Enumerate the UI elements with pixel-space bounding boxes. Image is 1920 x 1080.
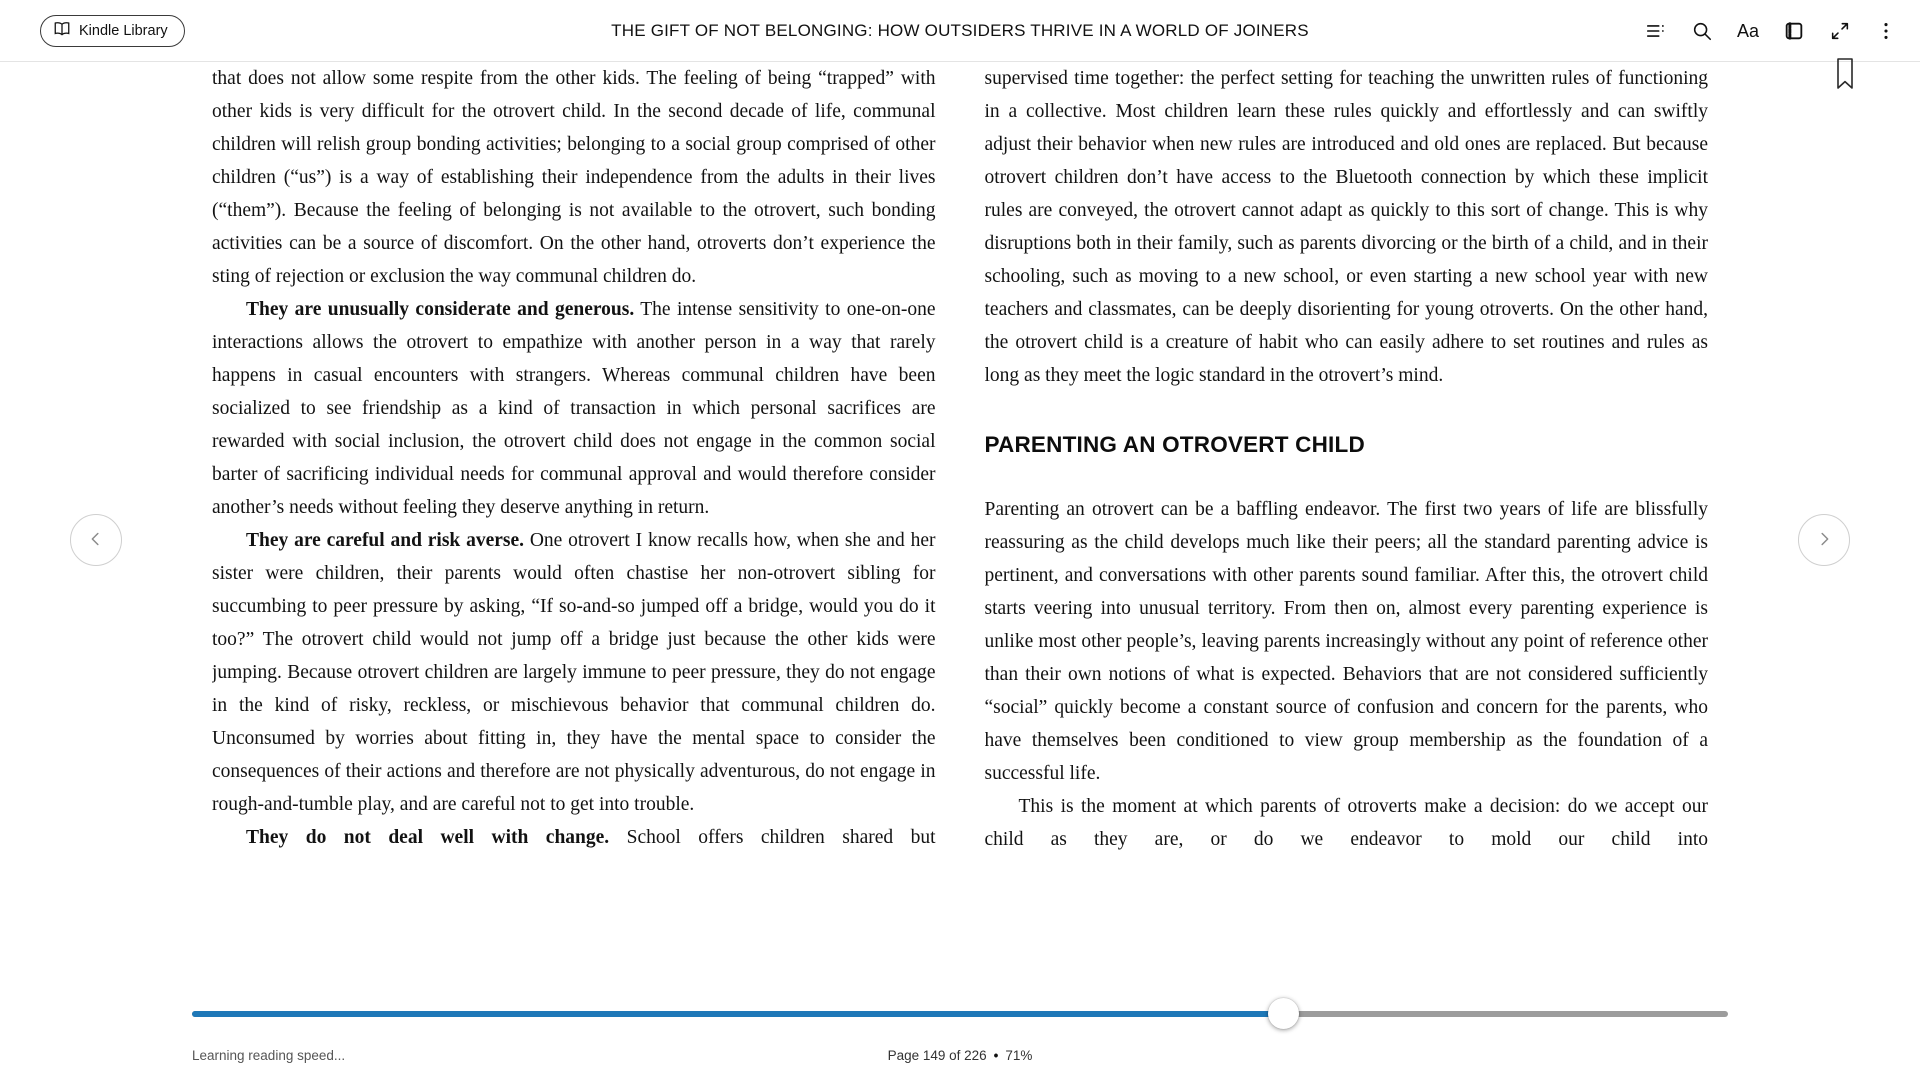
reading-progress-track[interactable]	[192, 1011, 1728, 1017]
chevron-right-icon	[1813, 528, 1835, 553]
fullscreen-icon[interactable]	[1824, 15, 1856, 47]
more-menu-icon[interactable]	[1870, 15, 1902, 47]
reading-progress-fill	[192, 1011, 1283, 1017]
paragraph-text: Parenting an otrovert can be a baffling endeavor. The first two years of life are blissfully reassuring as the child develops much like their peers; all the standard parenting advice is pertinent, and conversations with other parents sound familiar. After this, the otrovert child starts veering into unusual territory. From then on, almost every parenting experience is unlike most other people’s, leaving parents increasingly without any point of reference other than their own notions of what is expected. Behaviors that are not considered sufficiently “social” quickly become a constant source of confusion and concern for the parents, who have themselves been conditioned to view group membership as the foundation of a successful life.	[984, 499, 1708, 784]
reading-speed-status: Learning reading speed...	[192, 1048, 346, 1063]
previous-page-button[interactable]	[70, 514, 122, 566]
font-settings-icon[interactable]	[1732, 15, 1764, 47]
reading-progress-knob[interactable]	[1268, 998, 1299, 1029]
separator-dot: •	[993, 1048, 999, 1063]
page-info: Page 149 of 226	[887, 1048, 987, 1063]
table-of-contents-icon[interactable]	[1640, 15, 1672, 47]
next-page-button[interactable]	[1798, 514, 1850, 566]
paragraph	[212, 524, 936, 821]
open-book-icon	[53, 20, 71, 42]
paragraph-text: supervised time together: the perfect setting for teaching the unwritten rules of functioning in a collective. Most children learn these rules quickly and effortlessly and can swiftly adjust their behavior when new rules are introduced and old ones are replaced. But because otrovert children don’t have access to the Bluetooth connection by which these implicit rules are conveyed, the otrovert cannot adapt as quickly to this sort of change. This is why disruptions both in their family, such as parents divorcing or the birth of a child, and in their schooling, such as moving to a new school, or even starting a new school year with new teachers and classmates, can be deeply disorienting for young otroverts. On the other hand, the otrovert child is a creature of habit who can easily adhere to set routines and rules as long as they meet the logic standard in the otrovert’s mind.	[984, 68, 1708, 386]
paragraph-text: that does not allow some respite from the other kids. The feeling of being “trapped” with other kids is very difficult for the otrovert child. In the second decade of life, communal children will relish group bonding activities; belonging to a social group comprised of other children (“us”) is a way of establishing their independence from the adults in their lives (“them”). Because the feeling of belonging is not available to the otrovert, such bonding activities can be a source of discomfort. On the other hand, otroverts don’t experience the sting of rejection or exclusion the way communal children do.	[212, 68, 936, 287]
paragraph-lead: They are careful and risk averse.	[246, 530, 524, 551]
page-position-info	[0, 1048, 1920, 1063]
section-heading: PARENTING AN OTROVERT CHILD	[984, 432, 1365, 457]
notebook-panel-icon[interactable]	[1778, 15, 1810, 47]
search-icon[interactable]	[1686, 15, 1718, 47]
paragraph	[985, 493, 1709, 790]
font-settings-label: Aa	[1736, 20, 1760, 41]
paragraph-text: This is the moment at which parents of otroverts make a decision: do we accept our child as they are, or do we endeavor to mold our child into	[984, 796, 1708, 850]
paragraph	[985, 62, 1709, 392]
top-toolbar	[0, 0, 1920, 62]
paragraph	[212, 293, 936, 524]
right-column	[985, 62, 1709, 987]
paragraph	[985, 790, 1709, 856]
book-title: THE GIFT OF NOT BELONGING: HOW OUTSIDERS THRIVE IN A WORLD OF JOINERS	[611, 21, 1309, 40]
left-column	[212, 62, 936, 987]
paragraph	[212, 62, 936, 293]
chevron-left-icon	[85, 528, 107, 553]
reading-area	[212, 62, 1708, 987]
kindle-library-label: Kindle Library	[79, 23, 168, 39]
paragraph	[212, 821, 936, 854]
paragraph-text: The intense sensitivity to one-on-one interactions allows the otrovert to empathize with another person in a way that rarely happens in casual encounters with strangers. Whereas communal children have been socialized to see friendship as a kind of transaction in which personal sacrifices are rewarded with social inclusion, the otrovert child does not engage in the common social barter of sacrificing individual needs for communal approval and would therefore consider another’s needs without feeling they deserve anything in return.	[212, 299, 936, 518]
paragraph-lead: They do not deal well with change.	[246, 827, 610, 848]
paragraph-text: School offers children shared but	[626, 827, 936, 848]
toolbar-icons	[1640, 0, 1902, 62]
percent-read: 71%	[1005, 1048, 1033, 1063]
paragraph-text: One otrovert I know recalls how, when she and her sister were children, their parents would often chastise her non-otrovert sibling for succumbing to peer pressure by asking, “If so-and-so jumped off a bridge, would you do it too?” The otrovert child would not jump off a bridge just because the other kids were jumping. Because otrovert children are largely immune to peer pressure, they do not engage in the kind of risky, reckless, or mischievous behavior that communal children do. Unconsumed by worries about fitting in, they have the mental space to consider the consequences of their actions and therefore are not physically adventurous, do not engage in rough-and-tumble play, and are careful not to get into trouble.	[212, 530, 936, 815]
paragraph-lead: They are unusually considerate and generous.	[246, 299, 635, 320]
kindle-library-button[interactable]	[40, 15, 185, 47]
bookmark-icon[interactable]	[1832, 56, 1858, 92]
